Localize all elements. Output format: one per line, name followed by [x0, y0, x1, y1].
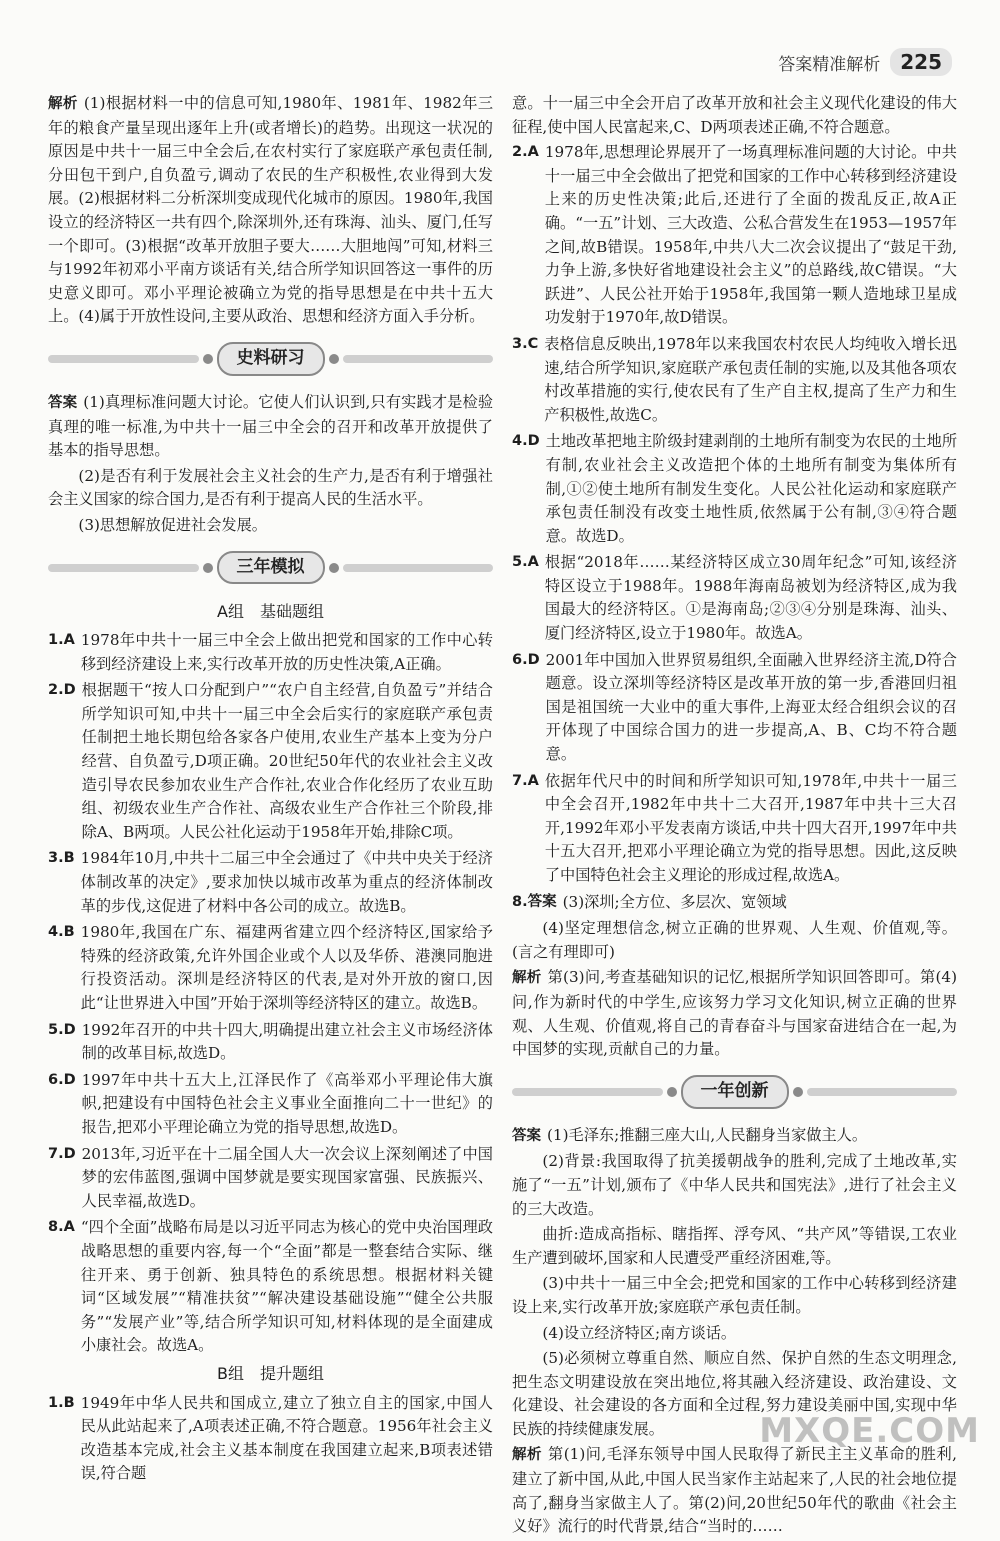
final-answer-p6: (5)必须树立尊重自然、顺应自然、保护自然的生态文明理念,把生态文明建设放在突出地位,将其融入经济建设、政治建设、文化建设、社会建设的各方面和全过程,努力建设美丽中国,实现中华民族的持续健康发展。 [512, 1349, 957, 1438]
question-item [48, 629, 493, 676]
left-column [48, 92, 493, 1489]
analysis-lead: 解析 [512, 1447, 543, 1464]
question-8 [512, 891, 957, 915]
group-b-title: B组 提升题组 [217, 1363, 324, 1383]
question-item [48, 1216, 493, 1358]
final-analysis [512, 1443, 957, 1538]
question-number: 5.D [48, 1021, 76, 1038]
question-number: 5.A [512, 554, 539, 571]
question-text: 2013年,习近平在十二届全国人大一次会议上深刻阐述了中国梦的宏伟蓝图,强调中国梦就是要实现国家富强、民族振兴、人民幸福,故选D。 [81, 1144, 493, 1210]
question-text: 根据题干“按人口分配到户”“农户自主经营,自负盈亏”并结合所学知识可知,中共十一届三中全会后实行的家庭联产承包责任制把土地长期包给各家各户使用,农业生产基本上变为分户经营、自负盈亏,D项正确。20世纪50年代的农业社会主义改造引导农民参加农业生产合作社,农业合作化经历了农业互助组、初级农业生产合作社、高级农业生产合作社三个阶段,排除A、B两项。人民公社化运动于1958年开始,排除C项。 [81, 681, 493, 841]
question-text: 表格信息反映出,1978年以来我国农村农民人均纯收入增长迅速,结合所学知识,家庭联产承包责任制的实施,以及其他各项农村改革措施的实行,使农民有了生产自主权,提高了生产力和生产积极性,故选C。 [544, 334, 957, 424]
analysis-text: 第(1)问,毛泽东领导中国人民取得了新民主主义革命的胜利,建立了新中国,从此,中国人民当家作主站起来了,人民的社会地位提高了,翻身当家做主人了。第(2)问,20世纪50年代的歌曲《社会主义好》流行的时代背景,结合“当时的…… [512, 1445, 958, 1536]
question-number: 7.D [48, 1145, 76, 1162]
question-text: 1978年中共十一届三中全会上做出把党和国家的工作中心转移到经济建设上来,实行改革开放的历史性决策,A正确。 [80, 631, 493, 673]
header-label: 答案精准解析 [778, 54, 881, 75]
answer-text-1: (1)真理标准问题大讨论。它使人们认识到,只有实践才是检验真理的唯一标准,为中共十一届三中全会的召开和改革开放提供了基本的指导思想。 [48, 392, 494, 460]
final-answer-p3: 曲折:造成高指标、瞎指挥、浮夸风、“共产风”等错误,工农业生产遭到破坏,国家和人民遭受严重经济困难,等。 [512, 1225, 957, 1267]
final-answer-p5: (4)设立经济特区;南方谈话。 [542, 1323, 737, 1342]
question-item [48, 921, 493, 1015]
banner-title: 三年模拟 [217, 551, 325, 585]
question-number: 6.D [512, 651, 540, 668]
question-text: 1980年,我国在广东、福建两省建立四个经济特区,国家给予特殊的经济政策,允许外国企业或个人以及华侨、港澳同胞进行投资活动。深圳是经济特区的代表,是对外开放的窗口,因此“让世界进入中国”开始于深圳等经济特区的建立。故选B。 [80, 923, 493, 1012]
question-item [48, 1069, 493, 1140]
question-item [48, 679, 493, 844]
answer-lead: 答案 [512, 1127, 541, 1144]
analysis-text: 第(3)问,考查基础知识的记忆,根据所学知识回答即可。第(4)问,作为新时代的中学生,应该努力学习文化知识,树立正确的世界观、人生观、价值观,将自己的青春奋斗与国家奋进结合在一起,为中国梦的实现,贡献自己的力量。 [512, 968, 958, 1059]
question-number: 3.C [512, 335, 539, 352]
section-banner-shiliao [48, 339, 493, 379]
section-banner-yinian [512, 1072, 957, 1112]
question-text: “四个全面”战略布局是以习近平同志为核心的党中央治国理政战略思想的重要内容,每一个“全面”都是一整套结合实际、继往开来、勇于创新、独具特色的系统思想。根据材料关键词“区域发展”“精准扶贫”“解决建设基础设施”“健全公共服务”“发展产业”等,结合所学知识可知,材料体现的是全面建成小康社会。故选A。 [80, 1218, 493, 1355]
question-number: 6.D [48, 1071, 76, 1088]
question-text: 土地改革把地主阶级封建剥削的土地所有制变为农民的土地所有制,农业社会主义改造把个体的土地所有制变为集体所有制,①②使土地所有制发生变化。人民公社化运动和家庭联产承包责任制没有改变土地性质,依然属于公有制,③④符合题意。故选D。 [545, 432, 957, 545]
question-item [48, 1019, 493, 1066]
question-item [48, 1392, 493, 1486]
analysis-lead: 解析 [512, 970, 542, 987]
group-a-title: A组 基础题组 [217, 601, 324, 621]
question-text: 依据年代尺中的时间和所学知识可知,1978年,中共十一届三中全会召开,1982年中共十二大召开,1987年中共十三大召开,1992年邓小平发表南方谈话,中共十四大召开,1997年中共十五大召开,把邓小平理论确立为党的指导思想。因此,这反映了中国特色社会主义理论的形成过程,故选A。 [544, 771, 957, 884]
question-item [512, 333, 957, 427]
question-number: 2.A [512, 144, 539, 161]
question-item [512, 141, 957, 330]
answer-p1 [48, 391, 493, 463]
final-answer-p2: (2)背景:我国取得了抗美援朝战争的胜利,完成了土地改革,实施了“一五”计划,颁布了《中华人民共和国宪法》,进行了社会主义的三大改造。 [512, 1152, 957, 1218]
question-text: 2001年中国加入世界贸易组织,全面融入世界经济主流,D符合题意。设立深圳等经济特区是改革开放的第一步,香港回归祖国是祖国统一大业中的重大事件,上海亚太经合组织会议的召开体现了中国综合国力的进一步提高,A、B、C均不符合题意。 [545, 650, 957, 764]
answer-text: (1)毛泽东;推翻三座大山,人民翻身当家做主人。 [547, 1125, 868, 1144]
analysis-8 [512, 966, 957, 1061]
analysis-intro [48, 92, 493, 329]
answer-lead: 答案 [48, 394, 78, 411]
question-number: 2.D [48, 682, 76, 699]
question-number: 1.B [48, 1394, 75, 1411]
question-text: 1992年召开的中共十四大,明确提出建立社会主义市场经济体制的改革目标,故选D。 [81, 1020, 493, 1063]
answer-p3: (3)思想解放促进社会发展。 [78, 515, 267, 534]
question-number: 1.A [48, 632, 75, 649]
banner-title: 一年创新 [681, 1075, 789, 1109]
right-column [512, 92, 957, 1541]
section-banner-sannian [48, 548, 493, 588]
question-number: 4.D [512, 433, 540, 450]
watermark: MXQE.COM [759, 1411, 980, 1451]
question-text: 1984年10月,中共十二届三中全会通过了《中共中央关于经济体制改革的决定》,要求加快以城市改革为重点的经济体制改革的步伐,这促进了材料中各公司的成立。故选B。 [80, 849, 493, 915]
question-text: 根据“2018年……某经济特区成立30周年纪念”可知,该经济特区设立于1988年。1988年海南岛被划为经济特区,成为我国最大的经济特区。①是海南岛;②③④分别是珠海、汕头、厦门经济特区,设立于1980年。故选A。 [544, 553, 957, 643]
analysis-text: (1)根据材料一中的信息可知,1980年、1981年、1982年三年的粮食产量呈现出逐年上升(或者增长)的趋势。出现这一状况的原因是中共十一届三中全会后,在农村实行了家庭联产承包责任制,分田包干到户,自负盈亏,调动了农民的生产积极性,农业得到大发展。(2)根据材料二分析深圳变成现代化城市的原因。1980年,我国设立的经济特区一共有四个,除深圳外,还有珠海、汕头、厦门,任写一个即可。(3)根据“改革开放胆子要大……大胆地闯”可知,材料三与1992年初邓小平南方谈话有关,结合所学知识回答这一事件的历史意义即可。邓小平理论被确立为党的指导思想是在中共十五大上。(4)属于开放性设问,主要从政治、思想和经济方面入手分析。 [48, 94, 494, 326]
question-item [512, 551, 957, 645]
question-text: 1949年中华人民共和国成立,建立了独立自主的国家,中国人民从此站起来了,A项表述正确,不符合题意。1956年社会主义改造基本完成,社会主义基本制度在我国建立起来,B项表述错误,符合题 [80, 1393, 493, 1483]
question-number: 3.B [48, 850, 75, 867]
question-item [512, 770, 957, 888]
banner-title: 史料研习 [217, 342, 325, 376]
final-answer-p1 [512, 1124, 957, 1149]
answer-8-3: (3)深圳;全方位、多层次、宽领域 [562, 892, 787, 911]
page-number: 225 [890, 48, 952, 76]
question-number: 8.答案 [512, 893, 557, 910]
question-text: 1978年,思想理论界展开了一场真理标准问题的大讨论。中共十一届三中全会做出了把党和国家的工作中心转移到经济建设上来的历史性决策;此后,还进行了全面的拨乱反正,故A正确。“一五”计划、三大改造、公私合营发生在1953—1957年之间,故B错误。1958年,中共八大二次会议提出了“鼓足干劲,力争上游,多快好省地建设社会主义”的总路线,故C错误。“大跃进”、人民公社开始于1958年,我国第一颗人造地球卫星成功发射于1970年,故D错误。 [544, 143, 957, 327]
question-text: 1997年中共十五大上,江泽民作了《高举邓小平理论伟大旗帜,把建设有中国特色社会主义事业全面推向二十一世纪》的报告,把邓小平理论确立为党的指导思想,故选D。 [81, 1070, 493, 1136]
page-header [778, 48, 952, 76]
answer-p2: (2)是否有利于发展社会主义社会的生产力,是否有利于增强社会主义国家的综合国力,是否有利于提高人民的生活水平。 [48, 466, 493, 509]
question-item [512, 430, 957, 548]
question-number: 7.A [512, 772, 539, 789]
analysis-lead: 解析 [48, 96, 78, 112]
question-item [48, 847, 493, 918]
continuation-text: 意。十一届三中全会开启了改革开放和社会主义现代化建设的伟大征程,使中国人民富起来,C、D两项表述正确,不符合题意。 [512, 94, 957, 136]
final-answer-p4: (3)中共十一届三中全会;把党和国家的工作中心转移到经济建设上来,实行改革开放;家庭联产承包责任制。 [512, 1274, 957, 1316]
question-item [512, 649, 957, 767]
question-item [48, 1143, 493, 1214]
question-number: 4.B [48, 924, 75, 941]
question-number: 8.A [48, 1219, 75, 1236]
answer-8-4: (4)坚定理想信念,树立正确的世界观、人生观、价值观,等。(言之有理即可) [512, 919, 957, 961]
